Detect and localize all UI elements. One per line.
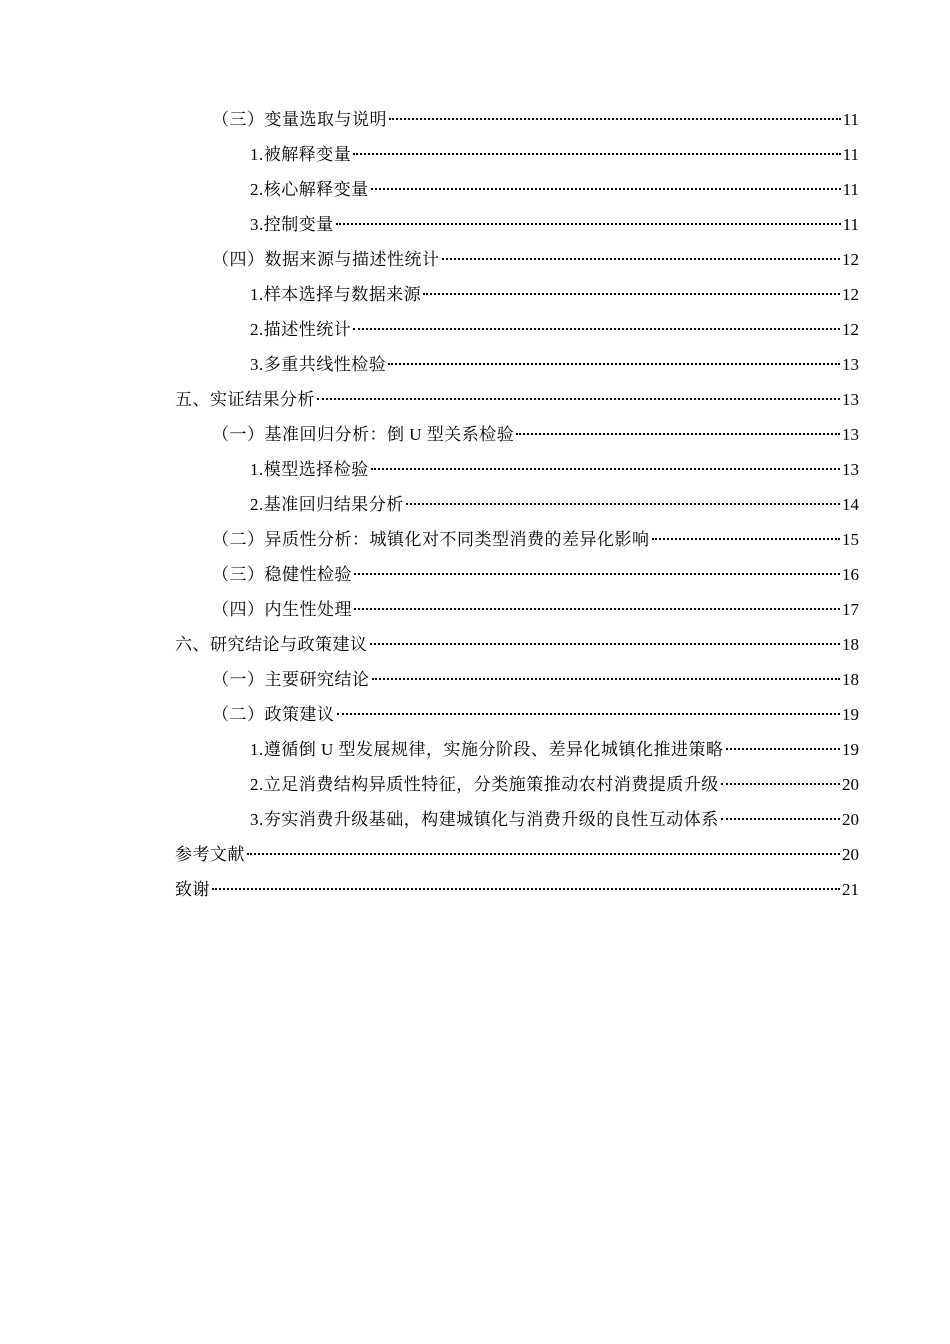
toc-entry-title: 五、实证结果分析 <box>175 390 315 409</box>
toc-entry-page: 19 <box>842 740 859 759</box>
toc-dot-leader <box>371 451 840 475</box>
toc-entry-title: 1.样本选择与数据来源 <box>250 285 422 304</box>
toc-entry-title: 3.多重共线性检验 <box>250 355 387 374</box>
toc-entry-title: 六、研究结论与政策建议 <box>175 635 368 654</box>
toc-entry-title: 3.控制变量 <box>250 215 334 234</box>
toc-entry-title: 参考文献 <box>175 845 245 864</box>
toc-entry[interactable] <box>0 866 950 901</box>
toc-entry-page: 11 <box>842 215 859 234</box>
toc-entry-title: 2.描述性统计 <box>250 320 352 339</box>
toc-entry[interactable] <box>0 761 950 796</box>
toc-dot-leader <box>354 591 840 615</box>
toc-entry-title: （一）主要研究结论 <box>212 670 370 689</box>
toc-dot-leader <box>370 626 841 650</box>
toc-entry[interactable] <box>0 621 950 656</box>
toc-entry[interactable] <box>0 691 950 726</box>
toc-entry-page: 13 <box>842 425 859 444</box>
toc-dot-leader <box>353 311 840 335</box>
toc-entry-title: 致谢 <box>175 880 210 899</box>
toc-entry-title: （二）异质性分析：城镇化对不同类型消费的差异化影响 <box>212 530 650 549</box>
toc-entry[interactable] <box>0 551 950 586</box>
toc-entry-page: 15 <box>842 530 859 549</box>
toc-entry-page: 12 <box>842 320 859 339</box>
toc-entry[interactable] <box>0 341 950 376</box>
toc-entry[interactable] <box>0 586 950 621</box>
toc-entry-title: 1.被解释变量 <box>250 145 352 164</box>
toc-dot-leader <box>388 346 840 370</box>
toc-entry-title: （二）政策建议 <box>212 705 335 724</box>
toc-entry[interactable] <box>0 656 950 691</box>
toc-dot-leader <box>726 731 840 755</box>
toc-dot-leader <box>423 276 840 300</box>
toc-entry-page: 16 <box>842 565 859 584</box>
toc-entry-page: 21 <box>842 880 859 899</box>
toc-entry-title: （三）稳健性检验 <box>212 565 352 584</box>
toc-entry[interactable] <box>0 376 950 411</box>
toc-entry-page: 11 <box>842 180 859 199</box>
toc-entry[interactable] <box>0 796 950 831</box>
toc-entry-page: 18 <box>842 635 859 654</box>
toc-dot-leader <box>721 766 840 790</box>
toc-entry-title: 3.夯实消费升级基础，构建城镇化与消费升级的良性互动体系 <box>250 810 719 829</box>
toc-entry-page: 13 <box>842 460 859 479</box>
toc-entry-page: 14 <box>842 495 859 514</box>
toc-entry-title: 2.核心解释变量 <box>250 180 369 199</box>
toc-dot-leader <box>442 241 841 265</box>
toc-entry[interactable] <box>0 726 950 761</box>
toc-dot-leader <box>317 381 840 405</box>
toc-entry[interactable] <box>0 516 950 551</box>
toc-entry-page: 12 <box>842 250 859 269</box>
toc-entry-page: 20 <box>842 775 859 794</box>
toc-entry-title: 2.基准回归结果分析 <box>250 495 404 514</box>
toc-entry-title: 1.遵循倒 U 型发展规律，实施分阶段、差异化城镇化推进策略 <box>250 740 724 759</box>
toc-dot-leader <box>354 556 840 580</box>
toc-entry-title: 1.模型选择检验 <box>250 460 369 479</box>
toc-entry[interactable] <box>0 96 950 131</box>
toc-entry-page: 11 <box>842 145 859 164</box>
toc-dot-leader <box>212 871 840 895</box>
toc-entry[interactable] <box>0 306 950 341</box>
toc-dot-leader <box>247 836 840 860</box>
table-of-contents <box>0 96 950 901</box>
toc-dot-leader <box>721 801 840 825</box>
toc-entry[interactable] <box>0 446 950 481</box>
toc-dot-leader <box>652 521 841 545</box>
toc-entry-page: 13 <box>842 355 859 374</box>
toc-dot-leader <box>372 661 841 685</box>
toc-entry-title: （四）数据来源与描述性统计 <box>212 250 440 269</box>
toc-entry[interactable] <box>0 481 950 516</box>
toc-dot-leader <box>516 416 840 440</box>
toc-entry[interactable] <box>0 236 950 271</box>
toc-entry-page: 20 <box>842 810 859 829</box>
toc-entry-page: 11 <box>842 110 859 129</box>
toc-entry-page: 19 <box>842 705 859 724</box>
toc-entry-page: 17 <box>842 600 859 619</box>
toc-entry-page: 13 <box>842 390 859 409</box>
toc-entry-title: 2.立足消费结构异质性特征，分类施策推动农村消费提质升级 <box>250 775 719 794</box>
toc-entry-page: 12 <box>842 285 859 304</box>
toc-dot-leader <box>371 171 841 195</box>
toc-dot-leader <box>406 486 840 510</box>
toc-dot-leader <box>337 696 841 720</box>
toc-entry-page: 18 <box>842 670 859 689</box>
toc-entry[interactable] <box>0 131 950 166</box>
toc-entry-title: （一）基准回归分析：倒 U 型关系检验 <box>212 425 515 444</box>
toc-entry[interactable] <box>0 201 950 236</box>
toc-entry[interactable] <box>0 166 950 201</box>
toc-entry-title: （三）变量选取与说明 <box>212 110 387 129</box>
toc-dot-leader <box>336 206 841 230</box>
toc-entry[interactable] <box>0 831 950 866</box>
toc-dot-leader <box>353 136 840 160</box>
toc-dot-leader <box>389 101 841 125</box>
toc-entry-title: （四）内生性处理 <box>212 600 352 619</box>
toc-entry-page: 20 <box>842 845 859 864</box>
toc-entry[interactable] <box>0 411 950 446</box>
toc-entry[interactable] <box>0 271 950 306</box>
